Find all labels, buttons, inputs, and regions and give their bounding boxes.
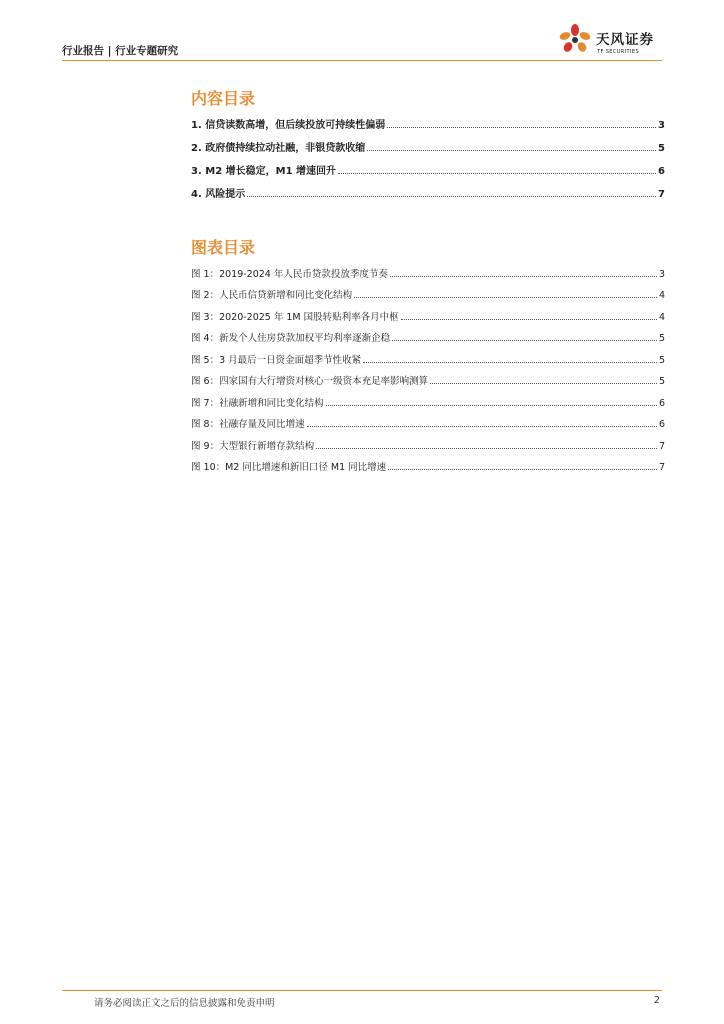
figure-entry-page: 5 [658,333,665,344]
figure-entry-page: 6 [658,419,665,430]
figures-list [191,258,665,473]
figure-entry-page: 4 [658,311,665,323]
dot-leader [390,275,657,277]
disclaimer-note: 请务必阅读正文之后的信息披露和免责申明 [94,998,275,1009]
dot-leader [430,382,657,384]
dot-leader [367,149,656,151]
figures-title: 图表目录 [191,238,256,257]
page-header [62,22,662,61]
figure-entry-text: 图 8：社融存量及同比增速 [191,419,305,430]
figure-entry[interactable] [191,387,665,409]
figure-entry-page: 5 [658,354,665,366]
page-footer [62,990,662,1009]
figure-entry[interactable] [191,430,665,452]
dot-leader [326,404,657,406]
toc-entry-page: 3 [658,120,665,131]
brand-name: 天风证券 [596,32,654,48]
dot-leader [388,468,657,470]
flower-logo-icon [556,22,594,58]
toc-entry[interactable] [191,131,665,154]
figure-entry[interactable] [191,323,665,345]
dot-leader [316,447,657,449]
figure-entry[interactable] [191,280,665,302]
toc-entry-page: 6 [658,166,665,177]
dot-leader [387,126,656,128]
page-number: 2 [653,995,660,1006]
figure-entry-text: 图 6：四家国有大行增资对核心一级资本充足率影响测算 [191,376,429,387]
dot-leader [401,318,657,320]
toc-entry[interactable] [191,108,665,131]
figure-entry-page: 4 [658,290,665,301]
dot-leader [363,361,657,363]
figure-entry-page: 6 [658,397,665,409]
figure-entry-page: 3 [658,268,665,280]
figure-entry[interactable] [191,366,665,388]
dot-leader [354,296,657,298]
toc-entry-page: 5 [658,143,665,154]
figure-entry[interactable] [191,452,665,474]
breadcrumb: 行业报告 | 行业专题研究 [62,45,179,57]
toc-entry[interactable] [191,177,665,200]
figure-entry-page: 5 [658,376,665,387]
toc-title: 内容目录 [191,89,256,108]
figure-entry-text: 图 1：2019-2024 年人民币贷款投放季度节奏 [191,268,388,280]
dot-leader [307,425,657,427]
figure-entry-text: 图 5：3 月最后一日资金面超季节性收紧 [191,354,362,366]
figure-entry[interactable] [191,409,665,431]
toc-entry-text: 2. 政府债持续拉动社融，非银贷款收缩 [191,143,366,154]
figure-entry-text: 图 7：社融新增和同比变化结构 [191,397,324,409]
brand-name-en: TF SECURITIES [597,49,640,55]
figure-entry-page: 7 [658,462,665,473]
toc-entry-text: 1. 信贷读数高增，但后续投放可持续性偏弱 [191,120,386,131]
toc-entry-page: 7 [658,189,665,200]
dot-leader [392,339,657,341]
company-logo [556,22,660,58]
toc-entry[interactable] [191,154,665,177]
toc-list [191,108,665,200]
figure-entry-page: 7 [658,440,665,452]
figure-entry[interactable] [191,344,665,366]
dot-leader [338,172,656,174]
toc-entry-text: 3. M2 增长稳定，M1 增速回升 [191,166,337,177]
figure-entry-text: 图 9：大型银行新增存款结构 [191,440,315,452]
figure-entry-text: 图 3：2020-2025 年 1M 国股转贴利率各月中枢 [191,311,399,323]
figure-entry-text: 图 10：M2 同比增速和新旧口径 M1 同比增速 [191,462,387,473]
figure-entry[interactable] [191,258,665,280]
toc-entry-text: 4. 风险提示 [191,189,246,200]
figure-entry[interactable] [191,301,665,323]
dot-leader [247,195,656,197]
figure-entry-text: 图 4：新发个人住房贷款加权平均利率逐渐企稳 [191,333,391,344]
figure-entry-text: 图 2：人民币信贷新增和同比变化结构 [191,290,353,301]
